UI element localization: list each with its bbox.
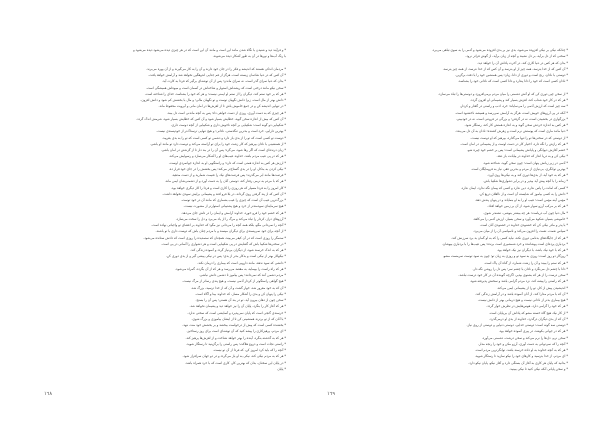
text-line: * از کار نیک هیچ گاه خسته مشو که پاداش آن بی‌پایان است.	[488, 310, 568, 315]
text-line: * از آنچه برای خود نمی‌پسندی برای دیگران مپسند و با مردم چنان باش که دوست داری با تو باشند.	[155, 229, 286, 234]
text-line: * هر که بر خود ستم کند، دیگران را از ستم او ایمنی نیست؛ و هر که خود را بشناسد، خدای را شناخته است.	[144, 91, 286, 96]
text-line: * سخن چون از دهان بیرون آید، تو در بند آن هستی؛ پس آن را بسنج.	[195, 298, 286, 302]
text-line: * کار امروز را به فردا مسپار که هر روزی را کاری است و فردا را کار دیگری خواهد بود.	[170, 185, 286, 190]
text-line: * هر که از جایگاه‌های بدنامی دوری نکند، نباید کسی را که به او گمان بد برد سرزنش کند.	[451, 235, 568, 240]
text-line: با رنگ آب‌ها و نورها در آن به طور آشکار دیده می‌شوند.	[212, 54, 286, 59]
left-page-text	[46, 47, 286, 387]
text-line: * هر که راستی را پیشه کند، نزد مردم گرامی باشد و سخنش پذیرفته شود.	[469, 279, 568, 284]
text-line: * مردم دشمن آنند که نمی‌دانند؛ پس بیاموز تا دشمن دانش نباشی.	[198, 273, 286, 277]
text-line: * از دوستی که در سختی‌ها تو را تنها می‌گذارد، بپرهیز که او دوست نیست.	[470, 135, 568, 140]
text-line: * بزرگ‌ترین عیب آن است که چیزی را عیب بشماری که مانند آن در خود توست.	[180, 198, 286, 202]
text-line: * سخنی که از دل برآید، بر دل نشیند و آنچه از زبان برآید، از گوش فراتر نرود.	[465, 54, 568, 59]
text-line: * نیکی را پنهان کن و بدی را آشکار مساز، که خداوند بینا و آگاه است.	[195, 291, 286, 296]
text-line: * هر که به خود آید، از بدی‌ها دوری کند و به نیکی‌ها روی آورد.	[487, 173, 568, 177]
text-line: * آرزوهای دراز، کردار را تباه می‌کند و مرگ را از یاد می‌برد و دل را سخت می‌سازد.	[175, 216, 286, 221]
text-line: * دانشی که سود ندهد، مانند دارویی است که بیماری را درمان نکند.	[197, 260, 286, 265]
text-line: * کسی که امانت را پاس ندارد، دین ندارد و کسی که پیمان نگه ندارد، ایمان ندارد.	[460, 185, 568, 190]
text-line: * سخن نرم، دل‌ها را نرم می‌کند و سخن درشت، دشمنی می‌آورد.	[481, 335, 568, 340]
text-line: * نیکی کن و به دریا انداز که خداوند در بیابانت باز دهد.	[496, 154, 568, 159]
text-line: * فرصت‌ها مانند ابر می‌گذرند؛ پس فرصت‌های نیک را غنیمت شمارید و از دست مدهید.	[171, 173, 286, 177]
text-line: * آن کس که بیش از اندازه سخن گوید، خطایش بسیار شود و آن کس که خطایش بسیار شود، شرمش اندک گردد.	[136, 116, 286, 121]
text-line: * هر که خشم خود را فرو خورد، خداوند آرامش و ایمان را در دلش جای می‌دهد.	[181, 210, 286, 215]
text-line: * از همنشینی با نادان بپرهیز که کار زشت خود را برای تو آراسته می‌کند و دوست دارد تو مانند او باشی.	[149, 141, 286, 146]
text-line: * و سخن پایانی آنکه نیکی کنید تا نیکی ببینید.	[509, 366, 568, 371]
text-line: * در پایان این سخنان، بدان که بهترین کار، کاری است که با خرد همراه باشد.	[185, 360, 286, 365]
text-line: * دنیا مانند ماری است که پوستش نرم است و زهرش کشنده؛ نادان به آن دل می‌بندد.	[455, 129, 568, 134]
text-line: * آنچه را که نمی‌توانی به دست آوری، آرزو مکن و خود را رنجه مدار.	[477, 341, 568, 346]
text-line: * ای مردم، پرهیزکاری را پیشه کنید که آن توشه‌ای است برای روز رستاخیز.	[186, 329, 286, 334]
text-line: * دوستی سه گونه است: دوستی خدایی، دوستی دنیایی و دوستی از روی نیاز.	[466, 323, 568, 327]
text-line: * آن کس که از پند گرفتن روی گرداند، در بلا فرو افتد و پشیمانی برایش سودی نخواهد داشت.	[162, 191, 286, 196]
text-line: * خشم آغازش دیوانگی و پایانش پشیمانی است؛ پس بر خشم خود چیره شو.	[466, 148, 568, 152]
text-line: * هیچ گواهی راستگوتر از کردار آدمی نیست، و هیچ پندی رساتر از مرگ نیست.	[182, 279, 286, 284]
text-line: * سه چیز است که ارزش آدمی را می‌نمایاند: خرد، ادب و راستی در گفتار و کردار.	[459, 104, 568, 109]
text-line: * هر که در جوانی بکوشد، در پیری آسوده خواهد بود.	[498, 329, 568, 334]
text-line: * از سخن چین دوری کن که او آتش دشمنی را میان مردم برمی‌افروزد و دوستی‌ها را تباه می‌سازد.	[437, 91, 568, 96]
text-line: * هر که به اندک خرسند شود، از دیگران بی‌نیاز گردد و آسوده زندگی کند.	[190, 248, 286, 252]
text-line: * هیچ سرمایه‌ای سودمندتر از خرد و هیچ پشتیبانی استوارتر از مشورت نیست.	[183, 204, 286, 209]
text-line: * خاموشی بسیار، شکوه می‌آورد و سخن بسیار، ارزش آدمی را می‌کاهد.	[472, 216, 568, 221]
text-line: * هر که با مردم به نرمی رفتار کند، دوستی آنان را به دست آورد و از دشمنی‌شان ایمن ماند.	[164, 179, 286, 184]
text-line: * سپاس نعمت، نعمت را افزون می‌کند و ناسپاسی آن را از میان می‌برد.	[473, 229, 568, 234]
text-line: * دانا با چشم دل می‌نگرد و نادان با چشم سر؛ پس دل را روشن نگه دار.	[472, 266, 568, 271]
text-line: * آنکه در پی آرزوهای خویش است، هرگز به آرامش نمی‌رسد و همیشه ناخشنود است.	[454, 110, 568, 115]
text-line: * هر که راه راست را بپیماید، به مقصد می‌رسد و هر که از آن بگردد، گمراه می‌شود.	[175, 266, 286, 271]
right-page-text	[328, 47, 568, 387]
text-line: * هر که خود را گرامی دارد، هوس‌هایش در نظرش خوار گردد.	[486, 304, 568, 309]
text-line: * هر که با خود نیک باشد، با دیگران نیز نیک خواهد بود.	[496, 248, 568, 252]
text-line: * چنانکه نیکی بر نیکی افزوده می‌شود، بدی نیز بر بدی افزوده می‌شود و آدمی را به سوی تباهی می‌برد.	[431, 48, 568, 52]
text-line: * بدان که هر کس در دنیا کاری کند، در آخرت پاداش آن را خواهد دید.	[477, 60, 568, 65]
text-line: * آن که از بدی دیگران درگذرد، خداوند از بدی او درمی‌گذرد.	[489, 316, 568, 321]
text-line: * آدمی در زیر زبانش پنهان است؛ چون سخن گوید، شناخته شود.	[482, 160, 568, 165]
text-line: * با پدر و مادر نیکی کن که خشنودی خداوند در خشنودی آنان است.	[479, 223, 568, 227]
text-line: * هر که رازش را نگه دارد، اختیار کار در دست اوست و از پشیمانی در امان است.	[460, 141, 568, 146]
text-line: * هر که ستم را ببیند و آن را زشت شمارد، از گناه آن پاک است.	[483, 260, 568, 265]
text-line: * خرسندی گنجی است که پایان نمی‌پذیرد و آسایشی است که سختی ندارد.	[187, 310, 286, 315]
right-page-number: ١٦٩	[327, 391, 336, 397]
text-line: * اندیشیدن پیش از کار، تو را از پشیمانی ایمن می‌کند.	[496, 285, 568, 290]
text-line: * زمانه را با آنچه پیش آید بپذیر و در برابر دشواری‌ها شکیبا باش.	[482, 179, 568, 184]
text-line: * بخشنده کسی است که پیش از درخواست ببخشد و بر بخشش خود منت ننهد.	[182, 323, 286, 327]
text-line: * دوستی با نادان، رنج است و دوری از دانا، زیان؛ پس همنشین خود را با دقت برگزین.	[455, 73, 568, 77]
text-line: * هر که به آنچه خداوند به او داده خرسند باشد، توانگرترین مردم است.	[474, 348, 568, 352]
text-line: * نادان کسی است که خود را دانا پندارد و دانا کسی است که نادانی خود را بشناسد.	[457, 79, 568, 84]
text-line: * آن که به خود مغرور شد، خوار گشت و آن که از خدا ترسید، بزرگ شد.	[190, 285, 286, 290]
text-line: * بدان که دنیا سرای گذر است، نه سرای ماندن؛ پس از آن توشه‌ای برگیر که فردا به کارت آید.	[161, 79, 286, 84]
left-page-number: ١٦٨	[44, 391, 53, 397]
text-line: * آن کس که از خدا بترسد، همه چیز از او بترسد و آن کس که از خدا نترسد، از همه چیز بترسد.	[442, 66, 568, 71]
text-line: * آنچه را که باید کرد امروز کن، که فردا از آن تو نیست.	[212, 348, 286, 352]
text-line: * هیچ بیماری بدتر از نادانی نیست و هیچ درمانی بهتر از دانش نیست.	[477, 298, 568, 302]
text-line: * آن که با مردم مدارا کند، از آنان آسوده باشد و در آرامش زندگی کند.	[475, 291, 568, 296]
text-line: * هر که به مردم نیکی کند، نیکی به او باز می‌گردد و در دو جهان سرافراز شود.	[182, 354, 286, 359]
text-line: * در تنهایی اندیشه کن و در جمع خاموش باش تا از لغزش‌ها در امان مانی و آبرویت محفوظ ماند.	[158, 104, 286, 109]
text-line: * مؤمن آینه مؤمن است؛ عیب او را به او بنمایاند و در پنهان پندش دهد.	[474, 198, 568, 202]
text-line: * پایان	[277, 366, 286, 371]
text-line: * دوست تو کسی است که تو را از بدی باز دارد و دشمن تو کسی است که تو را به بدی بفریبد.	[162, 135, 286, 140]
text-line: * نیکی کردن به بدکار، او را در بدی گستاخ‌تر می‌کند؛ پس بخشش را در جای خود قرار ده.	[168, 166, 286, 171]
text-line: * روزگار دو روز است: روزی به سود تو و روزی به زیان تو؛ چون به سود توست سرمست مشو.	[442, 254, 568, 259]
text-line: * با آنان که از تو برترند همنشینی کن تا از ایشان بیاموزی و بزرگ شوی.	[191, 316, 286, 321]
text-line: * مردمان اندکی هستند که اندیشه و فکر را در جان خود دارند و آن را به کار می‌گیرند و از آن بهره می‌برند.	[146, 66, 286, 71]
text-line: * سخن نیکو مانند درختی است که ریشه‌اش استوار و شاخه‌اش در آسمان است و میوه‌اش همیشگی است.	[146, 85, 286, 90]
text-line: * بزرگواری در بخشیدن است، نه در گرفتن؛ و بزرگی در فروتنی است، نه در خودبینی.	[455, 116, 568, 121]
text-line: * زبان درنده‌ای است که اگر رها شود، می‌گزد؛ پس آن را در بند دار تا از گزندش در امان باشی.	[160, 148, 286, 152]
text-line: * هر که آغاز کار را بنگرد، پایان آن را نیز خواهد دید و پشیمان نخواهد شد.	[189, 304, 286, 309]
text-line: * هر چیزی که به دست آوری، روزی از دست خواهی داد؛ پس به آنچه ماندنی است دل ببند.	[166, 110, 286, 115]
text-line: * آنچه را نمی‌دانی مگو، بلکه همه آنچه را می‌دانی نیز مگو؛ که خداوند بر اعضای تو واجباتی نهاده است.	[151, 223, 286, 227]
text-line: * هر که بر مرکب آرزو سوار شود، از آن بر زمین خواهد افتاد.	[487, 204, 568, 209]
text-line: * نیکوکار بهتر از نیکی است و بدکار بدتر از بدی؛ پس در نیکی پیشی گیر و از بدی دوری کن.	[165, 254, 286, 259]
text-line: * هر که در پی عیب مردم باشد، خداوند عیب‌های او را آشکار می‌سازد و رسوایش می‌کند.	[168, 154, 286, 159]
text-line: * در سختی‌ها شکیبا باش که گشایش در پی شکیبایی است و هر دشواری را آسانی در پی است.	[161, 241, 286, 246]
text-line: * ای مردم، از خدا بترسید و کارهای خود را نیکو سازید تا رستگار شوید.	[474, 354, 568, 359]
text-line: * سخن درست را از هر که بشنوی بپذیر، اگرچه گوینده آن در کار خود درست نباشد.	[458, 273, 568, 277]
text-line: * و فرآیند دید و شنیدن با نگاه شدن مانند این است و مانند آن این است که در هر چیزی دیده می‌شود دیده می‌شود و	[133, 48, 286, 52]
text-line: * بردباری پرده‌ای است پوشاننده و خرد شمشیری است برنده؛ پس عیب‌ها را با بردباری بپوشان.	[441, 241, 568, 246]
text-line: * راستی نجات است و دروغ هلاکت؛ پس راستی را برگزینید تا رستگار شوید.	[186, 341, 286, 346]
text-line: * دانش بهتر از مال است، زیرا دانش نگهبان توست و تو نگهبان مالی؛ و مال با بخشش کم شود و دانش افزون.	[140, 98, 286, 102]
text-line: * آن کس که در دنیا شادمان زیسته است، هرگز از غم جدایی اندوهگین نخواهد شد و آرامش خواهد یافت.	[148, 73, 286, 77]
text-line: * هر کس به اندازه خردش سخن گوید و به اندازه همتش کار کند، رستگار شود.	[464, 123, 568, 127]
text-line: * بهترین دارایی، خرد است و بدترین تنگدستی، نادانی؛ و هیچ تنهایی ترسناک‌تر از خودپسندی نیست.	[156, 129, 286, 134]
text-line: * ستمگر را روزی است که در آن کیفر می‌بیند، همچنان که ستمدیده را روزی است که دادش ستانده می‌شود.	[143, 235, 286, 240]
text-line: * دانش را به کسی بیاموز که شایسته آن است و از نااهلان دریغ کن.	[478, 191, 568, 196]
text-line: * ارزش هر کس به اندازه همتی است که دارد؛ و راستگویی او به اندازه جوانمردی اوست.	[168, 160, 286, 165]
text-line: * شکیبایی دو گونه است: شکیبایی بر آنچه ناخوش داری و شکیبایی از آنچه دوست داری.	[170, 123, 286, 127]
text-line: * هر که به گذشته بنگرد، آینده را بهتر خواهد شناخت و از لغزش‌ها پرهیز کند.	[185, 335, 286, 340]
text-line: * مال دنیا چون آب دریاست؛ هر چه بیشتر بنوشی، تشنه‌تر شوی.	[483, 210, 568, 215]
text-line: * بدانید که پایان هر کاری به آغاز آن بستگی دارد و آغاز نیکو، پایان نیکو دارد.	[468, 360, 568, 365]
text-line: * بهترین توانگری، بی‌نیازی از مردم و بدترین فقر، نیاز به فرومایگان است.	[470, 166, 568, 171]
text-line: * هر که در کار خود شتاب کند، لغزش بسیار کند و پشیمانی او افزون گردد.	[470, 98, 568, 102]
